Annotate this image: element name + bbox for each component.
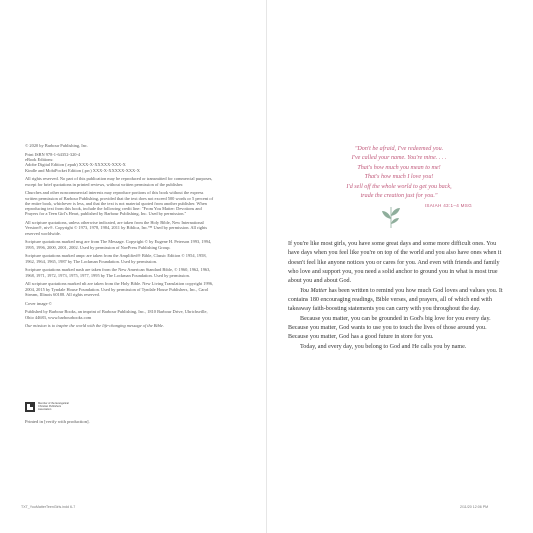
copyright-page xyxy=(25,143,215,332)
book-title: You Matter xyxy=(300,287,328,294)
copyright-line: © 2020 by Barbour Publishing, Inc. xyxy=(25,143,88,148)
adobe-isbn: Adobe Digital Edition (.epub) XXX-X-XXXXX-XXX-X xyxy=(25,162,126,168)
kindle-isbn: Kindle and MobiPocket Edition (.prc) XXX-X-XXXXX-XXX-X xyxy=(25,167,140,173)
nlt-paragraph: All scripture quotations marked nlt are taken from the Holy Bible. New Living Translation copyright 1996, 2004, 2015 by Tyndale House Foundation. Used by permission of Tyndale House Publishers, Inc., Carol Stream, Illinois 60188. All rights reserved. xyxy=(25,281,214,297)
cover-image-credit: Cover image © xyxy=(25,300,52,306)
quote-line: I've called your name. You're mine. . . . xyxy=(351,155,447,162)
ecpa-text: Member of the Evangelical Christian Publishers Association xyxy=(38,402,69,412)
intro-paragraph-2 xyxy=(288,287,506,315)
rights-paragraph: All rights reserved. No part of this publication may be reproduced or transmitted for commercial purposes, except for brief quotations in printed reviews, without written permission of the publisher. xyxy=(25,176,213,187)
msg-paragraph: Scripture quotations marked msg are from The Message. Copyright © by Eugene H. Peterson 1993, 1994, 1995, 1996, 2000, 2001, 2002. Used by permission of NavPress Publishing Group. xyxy=(25,239,212,250)
intro-paragraph-1: If you're like most girls, you have some great days and some more difficult ones. You have days when you feel like you're on top of the world and you also have ones when it doesn't feel like anyone notices you or cares for you. And even with friends and family who love and support you, you need a solid anchor to ground you in what is most true about you and about God. xyxy=(288,241,502,285)
quote-line: I'd sell off the whole world to get you back, xyxy=(346,183,452,190)
ebook-heading: eBook Editions: xyxy=(25,156,54,162)
quote-line: trade the creation just for you." xyxy=(360,193,438,200)
ampc-paragraph: Scripture quotations marked ampc are taken from the Amplified® Bible, Classic Edition © 1954, 1958, 1962, 1964, 1965, 1987 by The Lockman Foundation. Used by permission. xyxy=(25,253,207,264)
quote-line: That's how much you mean to me! xyxy=(357,164,441,171)
quote-line: "Don't be afraid, I've redeemed you. xyxy=(354,146,444,152)
quote-line: That's how much I love you! xyxy=(364,174,434,181)
mission-statement: Our mission is to inspire the world with the life-changing message of the Bible. xyxy=(25,323,165,329)
print-isbn: Print ISBN 978-1-64352-320-4 xyxy=(25,151,81,157)
leaf-ornament-icon xyxy=(380,205,402,229)
intro-paragraph-4: Today, and every day, you belong to God and He calls you by name. xyxy=(300,343,467,350)
churches-paragraph: Churches and other noncommercial interests may reproduce portions of this book without the express written permission of Barbour Publishing, provided that the text does not exceed 500 words or 5 percent of the entire book, whichever is less, and that the text is not material quoted from another publisher. When reproducing text from this book, include the following credit line: "From You Matter: Devotions and Prayers for a Teen Girl's Heart, published by Barbour Publishing, Inc. Used by permission." xyxy=(25,190,214,217)
page-gutter xyxy=(266,0,267,533)
ecpa-logo xyxy=(25,401,69,413)
paragraph-2-text: has been written to remind you how much God loves and values you. It contains 180 encouraging readings, Bible verses, and prayers, all of which end with takeaway faith-boosting statements you can carry with you throughout the day. xyxy=(288,287,503,313)
nasb-paragraph: Scripture quotations marked nasb are taken from the New American Standard Bible, © 1960, 1962, 1963, 1968, 1971, 1972, 1973, 1975, 1977, 1995 by The Lockman Foundation. Used by permission. xyxy=(25,267,211,278)
footer-filename: TXT_YouMatterTeenGirls.indd 6-7 xyxy=(21,505,76,509)
footer-date: 2/11/20 12:06 PM xyxy=(460,505,489,509)
epigraph-quote xyxy=(320,145,478,211)
ecpa-mark-icon xyxy=(25,402,35,412)
intro-body xyxy=(288,240,506,352)
printed-in: Printed in [verify with production]. xyxy=(25,419,90,424)
intro-paragraph-3: Because you matter, you can be grounded in God's big love for you every day. Because you matter, God wants to use you to touch the lives of those around you. Because you matter, God has a good future in store for you. xyxy=(288,315,491,341)
published-by: Published by Barbour Books, an imprint of Barbour Publishing, Inc., 1810 Barbour Drive, Uhrichsville, Ohio 44683, www.barbourbooks.com xyxy=(25,309,208,320)
niv-paragraph: All scripture quotations, unless otherwise indicated, are taken from the Holy Bible, New International Version®, niv®. Copyright © 1973, 1978, 1984, 2011 by Biblica, Inc.™ Used by permission. All rights reserved worldwide. xyxy=(25,220,208,236)
quote-reference: ISAIAH 43:1–4 MSG xyxy=(424,203,472,209)
